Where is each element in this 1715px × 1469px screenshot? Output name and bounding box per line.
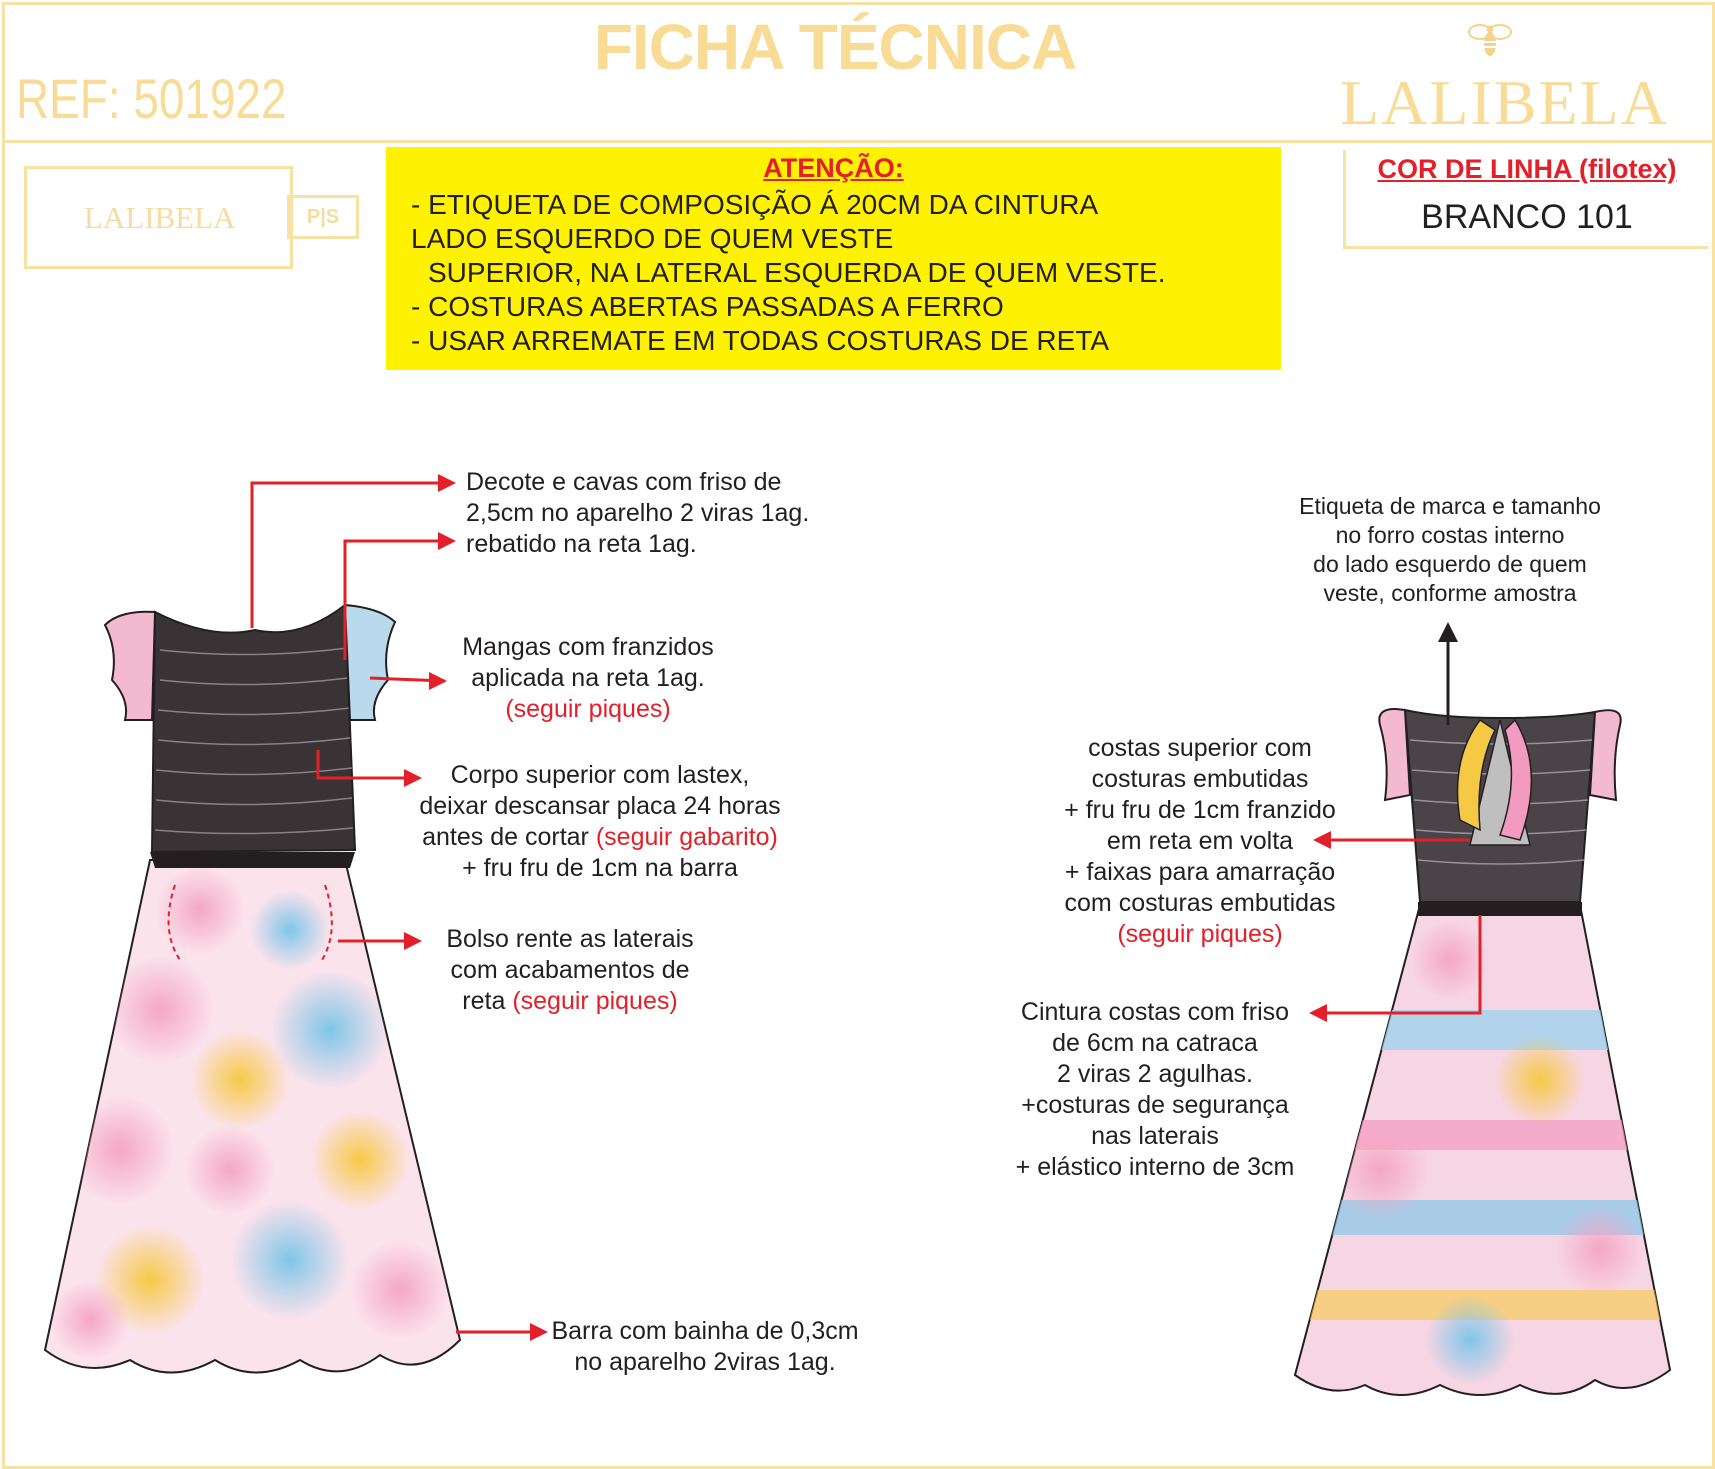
thread-color-value: BRANCO 101 (1421, 198, 1633, 236)
note-line: nas laterais (1091, 1122, 1219, 1150)
attention-title: ATENÇÃO: (763, 153, 904, 183)
note-highlight: (seguir piques) (512, 987, 678, 1015)
note-line: Barra com bainha de 0,3cm (551, 1317, 859, 1345)
note-line: + fru fru de 1cm na barra (462, 854, 738, 882)
size-label: P|S (287, 195, 359, 239)
brand-label-text: LALIBELA (84, 200, 236, 235)
note-line: +costuras de segurança (1021, 1091, 1289, 1119)
attention-line: - ETIQUETA DE COMPOSIÇÃO Á 20CM DA CINTURA (411, 189, 1099, 220)
note-line: com costuras embutidas (1064, 889, 1336, 917)
note-line: com acabamentos de (450, 956, 690, 984)
note-neckline (466, 467, 809, 560)
thread-color-title: COR DE LINHA (filotex) (1377, 154, 1677, 184)
note-line: costas superior com (1088, 734, 1312, 762)
note-line: reta (462, 987, 513, 1015)
note-line: aplicada na reta 1ag. (471, 664, 705, 692)
note-highlight: (seguir gabarito) (595, 823, 778, 851)
note-line: 2 viras 2 agulhas. (1057, 1060, 1253, 1088)
note-bodice (390, 760, 810, 884)
note-line: 2,5cm no aparelho 2 viras 1ag. (466, 499, 810, 527)
note-line: de 6cm na catraca (1052, 1029, 1258, 1057)
note-line: no forro costas interno (1335, 522, 1565, 548)
note-line: antes de cortar (422, 823, 596, 851)
note-back-waist (990, 997, 1320, 1183)
note-back-top (1040, 733, 1360, 950)
note-highlight: (seguir piques) (1117, 920, 1283, 948)
attention-line: SUPERIOR, NA LATERAL ESQUERDA DE QUEM VESTE. (428, 257, 1166, 288)
note-line: Decote e cavas com friso de (466, 468, 782, 496)
note-line: em reta em volta (1106, 827, 1294, 855)
note-hem (540, 1316, 870, 1378)
note-line: + elástico interno de 3cm (1015, 1153, 1295, 1181)
brand-logo: LALIBELA (1340, 67, 1669, 138)
note-line: deixar descansar placa 24 horas (419, 792, 781, 820)
note-line: + fru fru de 1cm franzido (1064, 796, 1336, 824)
note-line: costuras embutidas (1091, 765, 1309, 793)
note-line: Cintura costas com friso (1020, 998, 1290, 1026)
note-line: + faixas para amarração (1064, 858, 1336, 886)
front-dress-illustration (45, 605, 460, 1373)
note-line: Corpo superior com lastex, (450, 761, 750, 789)
note-line: Bolso rente as laterais (446, 925, 694, 953)
note-pocket (420, 924, 720, 1017)
note-sleeves (438, 632, 738, 725)
attention-line: - USAR ARREMATE EM TODAS COSTURAS DE RETA (411, 325, 1110, 356)
note-line: Mangas com franzidos (462, 633, 714, 661)
note-line: rebatido na reta 1ag. (466, 530, 697, 558)
attention-line: LADO ESQUERDO DE QUEM VESTE (411, 223, 894, 254)
page-title: FICHA TÉCNICA (593, 11, 1077, 83)
note-line: Etiqueta de marca e tamanho (1299, 493, 1601, 519)
reference-number: REF: 501922 (16, 67, 287, 130)
note-highlight: (seguir piques) (505, 695, 671, 723)
note-label-position (1260, 492, 1640, 608)
attention-line: - COSTURAS ABERTAS PASSADAS A FERRO (411, 291, 1004, 322)
note-line: no aparelho 2viras 1ag. (574, 1348, 836, 1376)
note-line: veste, conforme amostra (1323, 580, 1577, 606)
label-arrow (1438, 622, 1458, 725)
note-line: do lado esquerdo de quem (1313, 551, 1587, 577)
